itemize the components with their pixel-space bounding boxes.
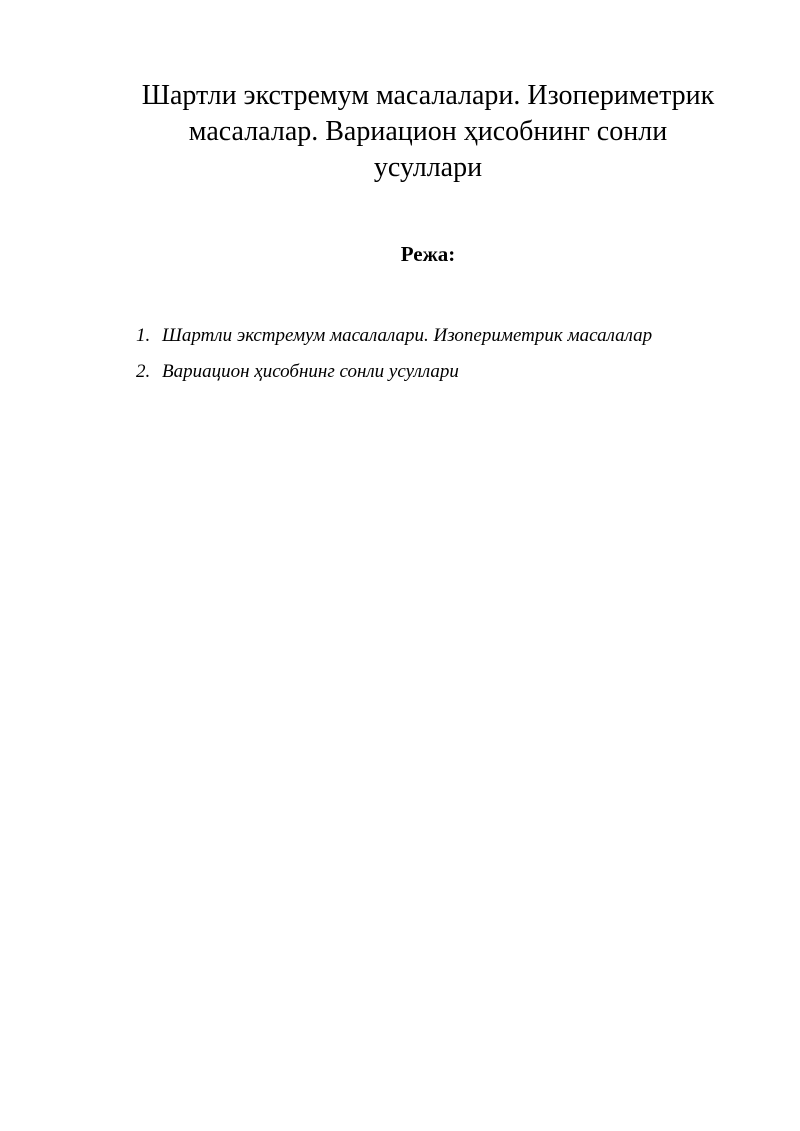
plan-item-number: 2. — [136, 361, 151, 382]
plan-item-text: Вариацион ҳисобнинг сонли усуллари — [162, 361, 459, 382]
plan-item-text: Шартли экстремум масалалари. Изопериметрик масалалар — [162, 325, 653, 346]
plan-item — [136, 322, 776, 358]
plan-list — [136, 322, 776, 394]
plan-item-number: 1. — [136, 325, 151, 346]
document-title: Шартли экстремум масалалари. Изопериметрик масалалар. Вариацион ҳисобнинг сонли усуллари — [141, 80, 715, 183]
plan-heading: Режа: — [400, 242, 456, 266]
plan-item — [136, 358, 776, 394]
